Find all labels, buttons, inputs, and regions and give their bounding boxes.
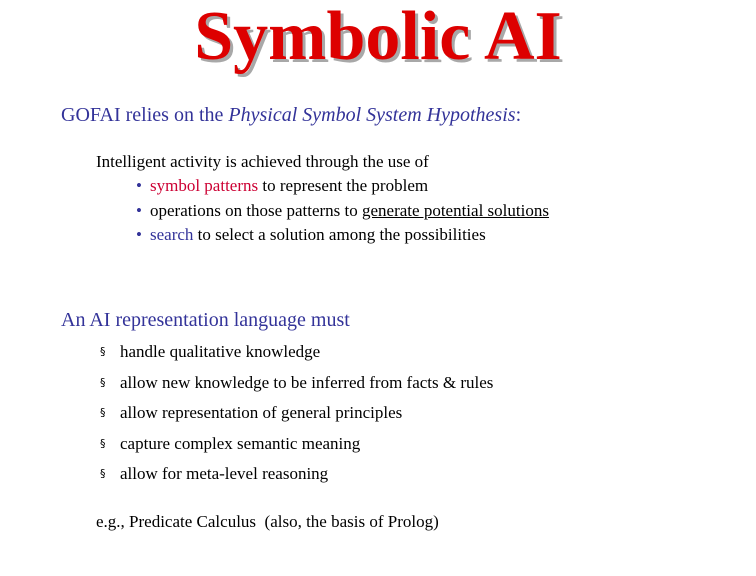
list-item: [100, 460, 493, 491]
list-item: [136, 223, 549, 248]
bullet-icon: •: [136, 176, 142, 195]
list-item-text: capture complex semantic meaning: [120, 433, 361, 453]
list-item: [100, 338, 493, 369]
list-item-text: allow for meta-level reasoning: [120, 464, 329, 484]
section-bullet-icon: §: [100, 436, 106, 450]
list-item: [136, 174, 549, 199]
symbol-patterns-term: symbol patterns: [150, 176, 259, 195]
list-item: [100, 369, 493, 400]
activity-block: [96, 150, 549, 248]
list-item-text: operations on those patterns to: [150, 200, 362, 220]
list-item: [136, 199, 549, 224]
bullet-icon: •: [136, 200, 142, 220]
section-bullet-icon: §: [100, 375, 106, 389]
hypothesis-term: Physical Symbol System Hypothesis: [228, 104, 516, 126]
list-item: [100, 399, 493, 430]
activity-list: [96, 174, 549, 248]
representation-list: [100, 338, 493, 491]
relies-on-text: relies on the: [120, 104, 229, 126]
list-item-text: allow new knowledge to be inferred from facts & rules: [120, 372, 494, 392]
bullet-icon: •: [136, 225, 142, 244]
list-item-text: handle qualitative knowledge: [120, 342, 321, 361]
activity-lead: Intelligent activity is achieved through the use of: [96, 152, 429, 171]
list-item: [100, 430, 493, 461]
gofai-term: GOFAI: [61, 104, 121, 126]
generate-solutions-term: generate potential solutions: [362, 200, 549, 220]
list-item-text: allow representation of general principles: [120, 403, 403, 423]
intro-line: [61, 102, 521, 128]
list-item-text: to represent the problem: [258, 176, 429, 195]
intro-colon: :: [515, 104, 522, 126]
section-bullet-icon: §: [100, 406, 106, 420]
representation-heading: An AI representation language must: [61, 309, 350, 331]
list-item-text: to select a solution among the possibilities: [193, 225, 486, 244]
slide-title: Symbolic AI: [194, 0, 562, 75]
example-footer: e.g., Predicate Calculus (also, the basis of Prolog): [96, 512, 439, 531]
section-bullet-icon: §: [100, 345, 106, 358]
section-bullet-icon: §: [100, 467, 106, 481]
search-term: search: [150, 225, 194, 244]
